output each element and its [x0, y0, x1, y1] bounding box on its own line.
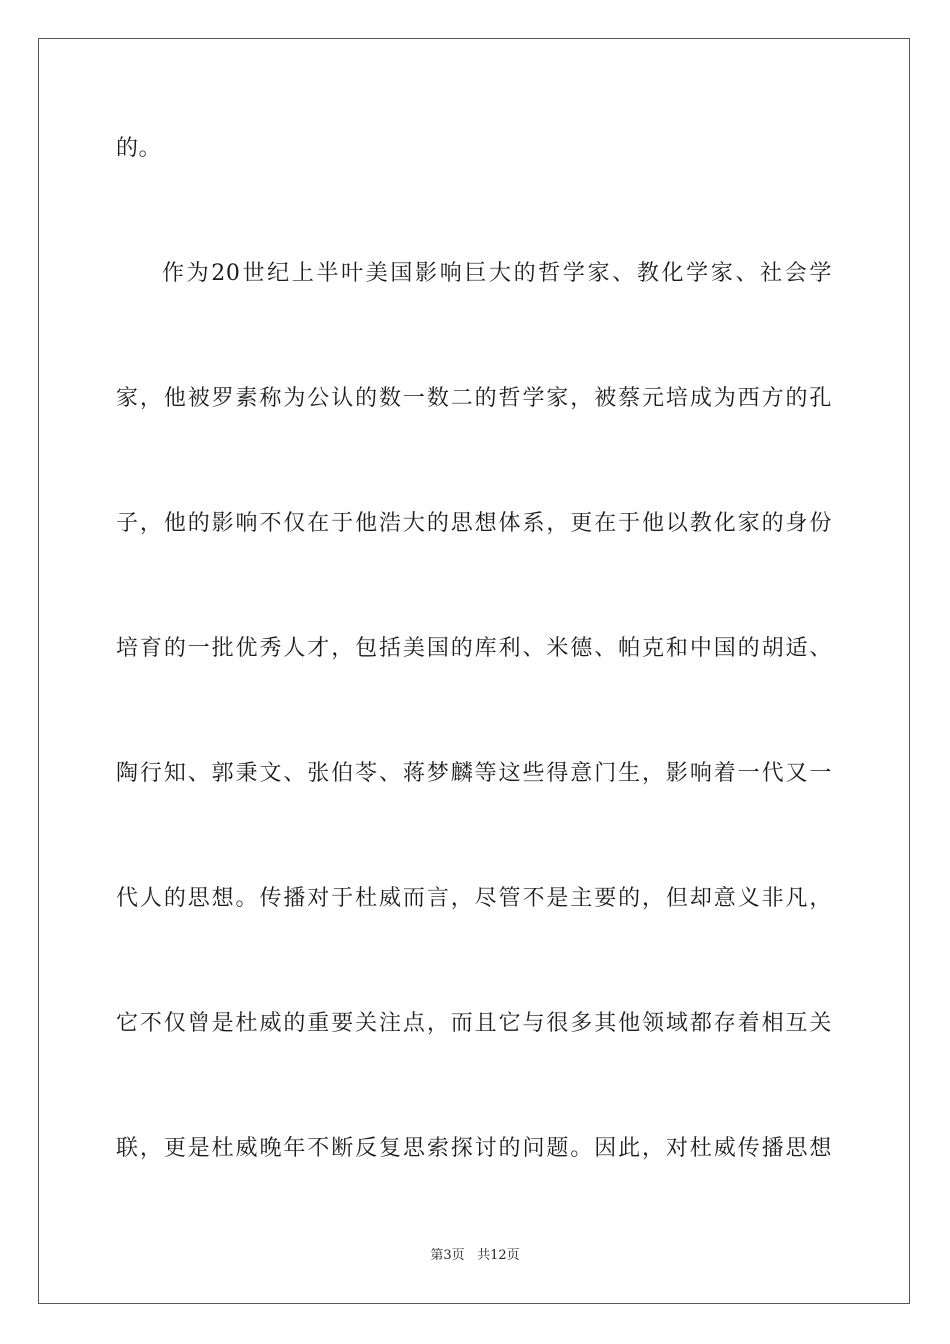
text-line-3: 家，他被罗素称为公认的数一数二的哲学家，被蔡元培成为西方的孔: [116, 386, 832, 411]
text-line-7: 代人的思想。传播对于杜威而言，尽管不是主要的，但却意义非凡，: [116, 886, 832, 911]
text-line-2: 作为20世纪上半叶美国影响巨大的哲学家、教化学家、社会学: [162, 261, 832, 286]
text-line-4: 子，他的影响不仅在于他浩大的思想体系，更在于他以教化家的身份: [116, 511, 832, 536]
text-line-9: 联，更是杜威晚年不断反复思索探讨的问题。因此，对杜威传播思想: [116, 1136, 832, 1161]
text-line-5: 培育的一批优秀人才，包括美国的库利、米德、帕克和中国的胡适、: [116, 636, 832, 661]
page-total: 共12页: [477, 1248, 520, 1263]
page-border: [38, 38, 910, 1304]
text-line-1: 的。: [116, 136, 162, 161]
text-line-6: 陶行知、郭秉文、张伯苓、蒋梦麟等这些得意门生，影响着一代又一: [116, 761, 832, 786]
page-number: 第3页: [430, 1248, 465, 1263]
text-line-8: 它不仅曾是杜威的重要关注点，而且它与很多其他领域都存着相互关: [116, 1011, 832, 1036]
page-footer: [0, 1246, 950, 1266]
